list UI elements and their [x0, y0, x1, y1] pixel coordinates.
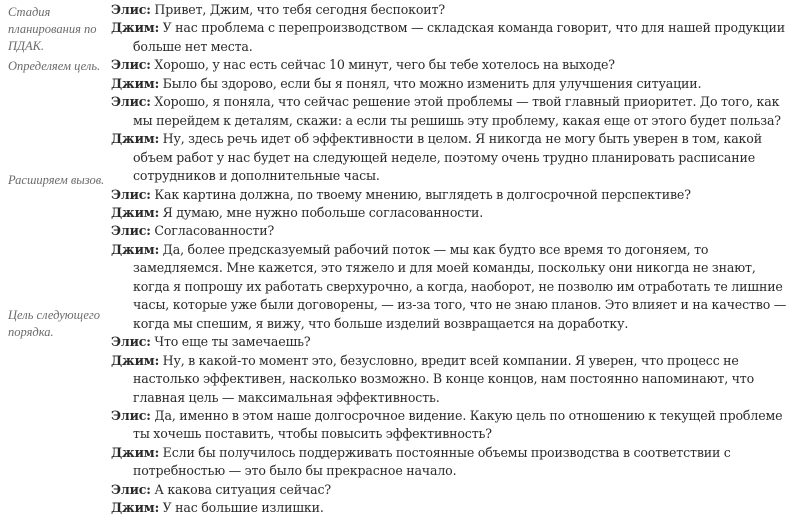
dialog-text: У нас большие излишки.: [162, 500, 324, 516]
speaker-name: Джим:: [111, 241, 160, 257]
dialog-text: Хорошо, я поняла, что сейчас решение этой проблемы — твой главный приоритет. До того, как мы перейдем к деталям, скажи: а если ты решишь эту проблему, какая еще от этого будет польза?: [133, 94, 781, 128]
dialog-text: Да, более предсказуемый рабочий поток — мы как будто все время то догоняем, то замедляемся. Мне кажется, это тяжело и для моей команды, поскольку они никогда не знают, когда я попрошу их работать сверхурочно, а когда, наоборот, не позволю им отработать те лишние часы, которые уже были договорены, — из-за того, что не знаю планов. Это влияет и на качество — когда мы спешим, я вижу, что больше изделий возвращается на доработку.: [133, 241, 787, 331]
speaker-name: Джим:: [111, 204, 160, 220]
dialog-text: Если бы получилось поддерживать постоянные объемы производства в соответствии с потребностью — это было бы прекрасное начало.: [133, 444, 731, 479]
speaker-name: Джим:: [111, 20, 160, 36]
speaker-name: Элис:: [111, 223, 151, 239]
dialog-line: [111, 352, 787, 407]
speaker-name: Джим:: [111, 500, 160, 516]
dialog-text: Привет, Джим, что тебя сегодня беспокоит?: [154, 2, 445, 17]
dialog-text: Ну, здесь речь идет об эффективности в целом. Я никогда не могу быть уверен в том, какой объем работ у нас будет на следующей неделе, поэтому очень трудно планировать расписание сотрудников и дополнительные часы.: [133, 131, 762, 184]
dialog-line: [111, 333, 787, 351]
dialog-line: [111, 222, 787, 240]
dialog-line: [111, 186, 787, 204]
annotation-expand-challenge: Расширяем вызов.: [8, 173, 105, 187]
annotation-higher-order-goal: Цель следующего порядка.: [8, 308, 101, 339]
dialog-text: Хорошо, у нас есть сейчас 10 минут, чего бы тебе хотелось на выходе?: [154, 57, 615, 73]
dialog-text: Согласованности?: [154, 223, 275, 239]
speaker-name: Элис:: [111, 334, 151, 350]
speaker-name: Джим:: [111, 352, 160, 368]
speaker-name: Элис:: [111, 407, 151, 423]
dialog-line: [111, 1, 787, 19]
dialog-text: Было бы здорово, если бы я понял, что можно изменить для улучшения ситуации.: [162, 75, 702, 91]
speaker-name: Элис:: [111, 481, 151, 497]
speaker-name: Джим:: [111, 75, 160, 91]
speaker-name: Джим:: [111, 131, 160, 147]
dialog-text: Как картина должна, по твоему мнению, выглядеть в долгосрочной перспективе?: [154, 186, 691, 202]
speaker-name: Элис:: [111, 2, 151, 17]
speaker-name: Элис:: [111, 94, 151, 110]
dialog-text: Что еще ты замечаешь?: [154, 334, 311, 350]
dialog-line: [111, 204, 787, 222]
dialog-line: [111, 93, 787, 130]
dialog-text: У нас проблема с перепроизводством — складская команда говорит, что для нашей продукции больше нет места.: [133, 20, 785, 54]
dialog-line: [111, 75, 787, 93]
annotation-define-goal: Определяем цель.: [8, 59, 101, 73]
dialog-text: Да, именно в этом наше долгосрочное видение. Какую цель по отношению к текущей проблеме ты хочешь поставить, чтобы повысить эффективность?: [133, 407, 783, 442]
annotation-pdak-stage: Стадия планирования по ПДАК.: [8, 5, 97, 53]
dialog-text: Я думаю, мне нужно побольше согласованности.: [162, 204, 484, 220]
speaker-name: Джим:: [111, 444, 160, 460]
dialog-line: [111, 130, 787, 185]
speaker-name: Элис:: [111, 186, 151, 202]
dialog-line: [111, 56, 787, 74]
dialog-line: [111, 499, 787, 517]
dialog-text: Ну, в какой-то момент это, безусловно, вредит всей компании. Я уверен, что процесс не настолько эффективен, насколько возможно. В конце концов, нам постоянно напоминают, что главная цель — максимальная эффективность.: [133, 352, 755, 405]
dialog-line: [111, 241, 787, 333]
dialog-line: [111, 19, 787, 56]
dialog-line: [111, 444, 787, 481]
dialog-text: А какова ситуация сейчас?: [154, 481, 332, 497]
dialog-line: [111, 407, 787, 444]
dialog-transcript: [111, 1, 787, 518]
dialog-line: [111, 481, 787, 499]
speaker-name: Элис:: [111, 57, 151, 73]
